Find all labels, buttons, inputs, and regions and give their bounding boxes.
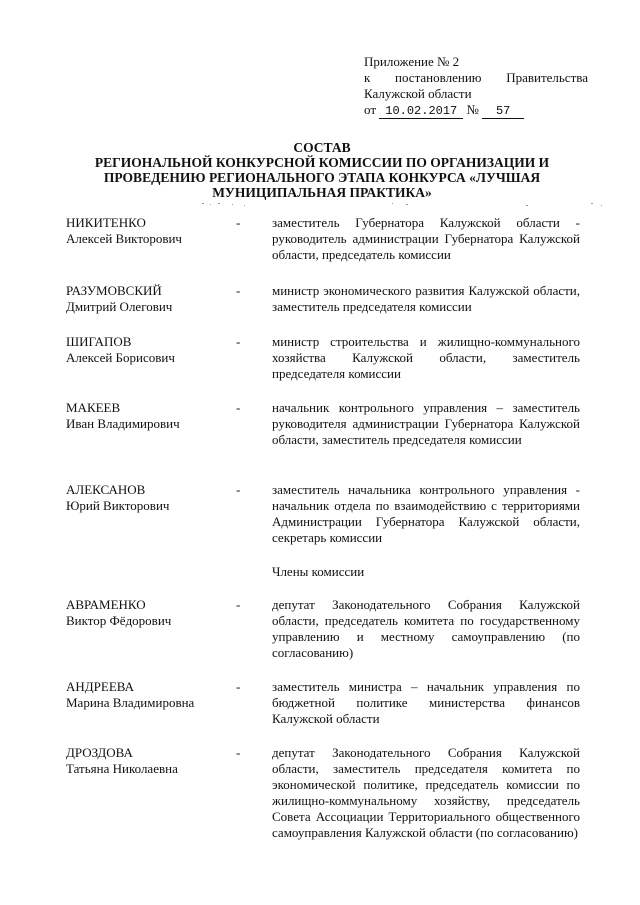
member-given-name: Юрий Викторович <box>66 498 170 513</box>
member-role: заместитель Губернатора Калужской области - руководитель администрации Губернатора Калужской области, председатель комиссии <box>272 215 580 262</box>
member-name <box>66 215 231 247</box>
heading-line-4: МУНИЦИПАЛЬНАЯ ПРАКТИКА» <box>212 185 432 200</box>
resolution-number: 57 <box>482 105 524 119</box>
appendix-title: Приложение № 2 <box>364 54 460 69</box>
member-given-name: Виктор Фёдорович <box>66 613 172 628</box>
separator-dash: - <box>236 679 241 694</box>
members-section-label: Члены комиссии <box>272 564 365 579</box>
member-name <box>66 283 231 315</box>
separator-dash: - <box>236 400 241 415</box>
member-name <box>66 400 231 432</box>
member-name <box>66 482 231 514</box>
separator-dash: - <box>236 482 241 497</box>
member-name <box>66 679 231 711</box>
appendix-region-line: Калужской области <box>364 86 472 101</box>
member-role: министр экономического развития Калужской области, заместитель председателя комиссии <box>272 283 580 314</box>
member-surname: АНДРЕЕВА <box>66 679 134 694</box>
separator-dash: - <box>236 597 241 612</box>
member-surname: АВРАМЕНКО <box>66 597 146 612</box>
heading-line-2: РЕГИОНАЛЬНОЙ КОНКУРСНОЙ КОМИССИИ ПО ОРГАНИЗАЦИИ И <box>94 155 550 170</box>
member-given-name: Алексей Викторович <box>66 231 182 246</box>
member-name <box>66 334 231 366</box>
member-name <box>66 745 231 777</box>
member-surname: ДРОЗДОВА <box>66 745 133 760</box>
heading-line-3: ПРОВЕДЕНИЮ РЕГИОНАЛЬНОГО ЭТАПА КОНКУРСА «ЛУЧШАЯ <box>103 170 541 185</box>
member-role: депутат Законодательного Собрания Калужской области, заместитель председателя комитета по экономической политике, председатель комиссии по жилищно-коммунальному хозяйству, председатель Совета Ассоциации Территориального общественного самоуправления Калужской области (по согласованию) <box>272 745 580 840</box>
member-surname: РАЗУМОВСКИЙ <box>66 283 162 298</box>
member-role: депутат Законодательного Собрания Калужской области, председатель комитета по государственному управлению и местному самоуправлению (по согласованию) <box>272 597 580 660</box>
separator-dash: - <box>236 334 241 349</box>
member-surname: МАКЕЕВ <box>66 400 121 415</box>
separator-dash: - <box>236 745 241 760</box>
heading-title: СОСТАВ <box>293 140 351 155</box>
appendix-block <box>364 54 588 119</box>
member-role: заместитель начальника контрольного управления - начальник отдела по взаимодействию с территориями Администрации Губернатора Калужской области, секретарь комиссии <box>272 482 580 545</box>
member-name <box>66 597 231 629</box>
member-role: министр строительства и жилищно-коммунального хозяйства Калужской области, заместитель председателя комиссии <box>272 334 580 381</box>
member-surname: ШИГАПОВ <box>66 334 132 349</box>
member-role: заместитель министра – начальник управления по бюджетной политике министерства финансов Калужской области <box>272 679 580 726</box>
appendix-resolution-line: к постановлению Правительства <box>364 70 588 85</box>
member-role: начальник контрольного управления – заместитель руководителя администрации Губернатора Калужской области, заместитель председателя комиссии <box>272 400 580 447</box>
member-given-name: Алексей Борисович <box>66 350 175 365</box>
member-given-name: Марина Владимировна <box>66 695 195 710</box>
member-surname: АЛЕКСАНОВ <box>66 482 146 497</box>
date-prefix: от <box>364 102 377 117</box>
member-given-name: Татьяна Николаевна <box>66 761 178 776</box>
member-given-name: Дмитрий Олегович <box>66 299 173 314</box>
separator-dash: - <box>236 283 241 298</box>
member-given-name: Иван Владимирович <box>66 416 180 431</box>
number-sign: № <box>466 102 479 117</box>
member-surname: НИКИТЕНКО <box>66 215 146 230</box>
appendix-date-line <box>364 102 588 119</box>
document-heading <box>40 140 604 200</box>
separator-dash: - <box>236 215 241 230</box>
resolution-date: 10.02.2017 <box>379 105 463 119</box>
